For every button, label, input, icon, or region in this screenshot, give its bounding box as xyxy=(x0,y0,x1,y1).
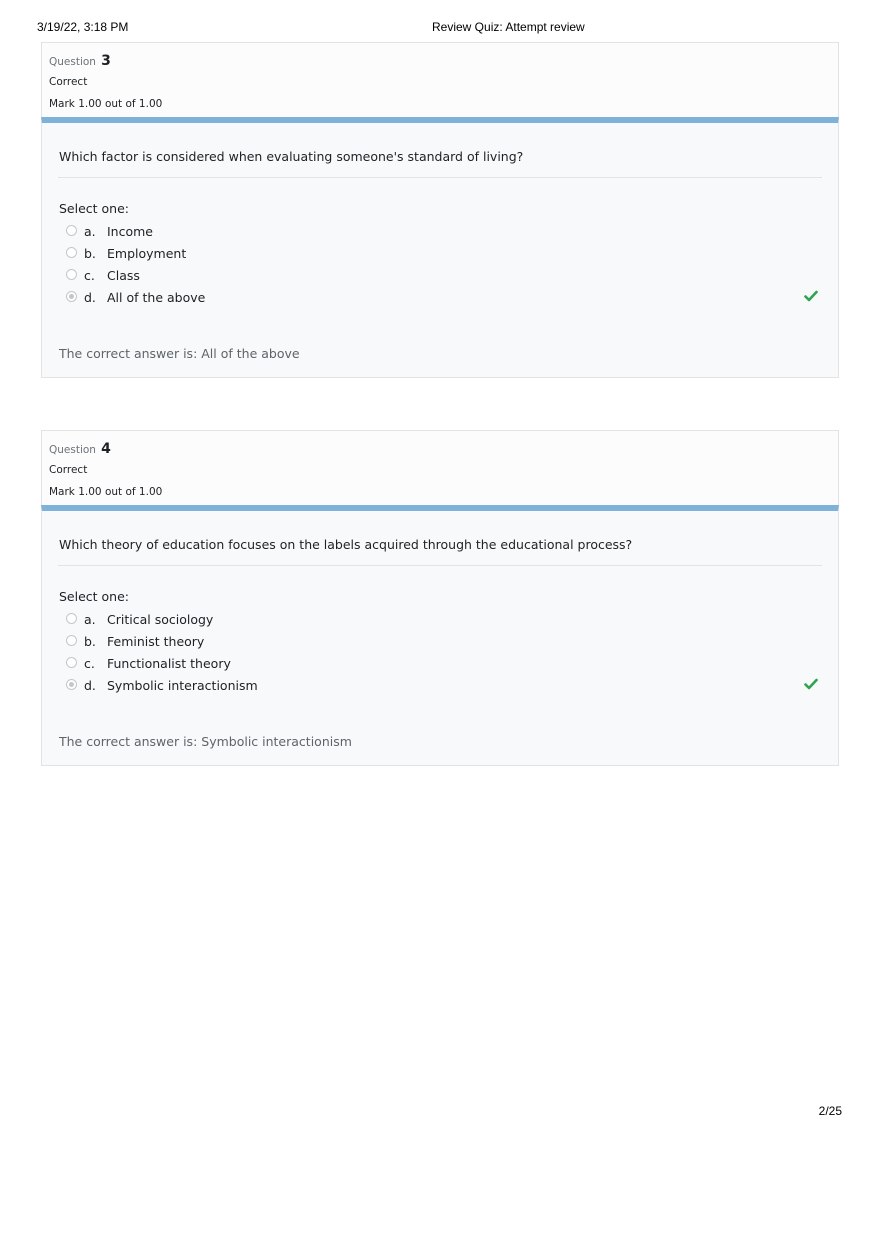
question-info xyxy=(41,430,839,505)
option-text: Symbolic interactionism xyxy=(107,678,258,693)
print-header xyxy=(0,20,880,36)
radio-button[interactable] xyxy=(66,613,77,624)
question-state: Correct xyxy=(49,76,88,88)
question-number-line xyxy=(49,438,111,457)
correct-answer-feedback: The correct answer is: All of the above xyxy=(59,346,300,361)
radio-button[interactable] xyxy=(66,269,77,280)
print-date: 3/19/22, 3:18 PM xyxy=(37,20,129,34)
question-label: Question xyxy=(49,56,96,68)
question-info xyxy=(41,42,839,117)
answer-prompt: Select one: xyxy=(59,201,130,216)
option-text: Employment xyxy=(107,246,187,261)
option-text: Critical sociology xyxy=(107,612,214,627)
question-label: Question xyxy=(49,444,96,456)
option-text: Feminist theory xyxy=(107,634,205,649)
answer-prompt: Select one: xyxy=(59,589,130,604)
option-letter: d. xyxy=(84,678,96,693)
question-separator xyxy=(58,177,822,178)
correct-check-icon xyxy=(804,289,818,303)
question-separator xyxy=(58,565,822,566)
question-grade: Mark 1.00 out of 1.00 xyxy=(49,486,163,498)
radio-button[interactable] xyxy=(66,635,77,646)
radio-button[interactable] xyxy=(66,247,77,258)
question-content xyxy=(41,505,839,766)
page-number: 2/25 xyxy=(818,1104,842,1118)
question-number-line xyxy=(49,50,111,69)
option-letter: b. xyxy=(84,634,96,649)
question-grade: Mark 1.00 out of 1.00 xyxy=(49,98,163,110)
option-text: Functionalist theory xyxy=(107,656,231,671)
option-letter: a. xyxy=(84,612,96,627)
option-letter: d. xyxy=(84,290,96,305)
question-text: Which factor is considered when evaluating someone's standard of living? xyxy=(59,149,524,164)
option-text: Income xyxy=(107,224,153,239)
radio-button[interactable] xyxy=(66,657,77,668)
question-4-block xyxy=(41,430,839,766)
radio-button-selected[interactable] xyxy=(66,291,77,302)
question-content xyxy=(41,117,839,378)
option-letter: a. xyxy=(84,224,96,239)
radio-button-selected[interactable] xyxy=(66,679,77,690)
correct-check-icon xyxy=(804,677,818,691)
question-number: 4 xyxy=(101,441,111,457)
question-state: Correct xyxy=(49,464,88,476)
option-text: All of the above xyxy=(107,290,206,305)
question-text: Which theory of education focuses on the labels acquired through the educational process? xyxy=(59,537,633,552)
radio-button[interactable] xyxy=(66,225,77,236)
question-number: 3 xyxy=(101,53,111,69)
correct-answer-feedback: The correct answer is: Symbolic interactionism xyxy=(59,734,352,749)
question-3-block xyxy=(41,42,839,378)
option-letter: c. xyxy=(84,656,95,671)
option-letter: c. xyxy=(84,268,95,283)
print-title: Review Quiz: Attempt review xyxy=(432,20,585,34)
option-text: Class xyxy=(107,268,140,283)
option-letter: b. xyxy=(84,246,96,261)
